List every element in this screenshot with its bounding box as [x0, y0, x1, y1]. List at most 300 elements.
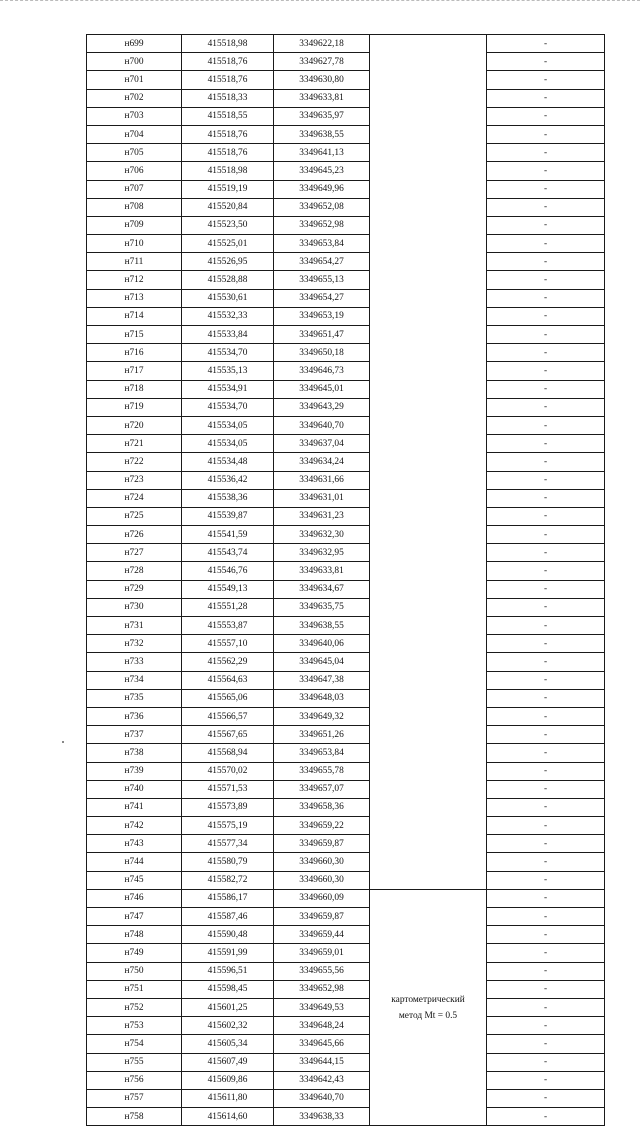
point-name-cell: н752 — [87, 998, 182, 1016]
table-row — [87, 1108, 605, 1126]
x-coordinate-cell: 415602,32 — [182, 1017, 274, 1035]
x-coordinate-cell: 415565,06 — [182, 689, 274, 707]
error-cell: - — [487, 216, 605, 234]
y-coordinate-cell: 3349655,56 — [274, 962, 370, 980]
table-row — [87, 544, 605, 562]
point-name-cell: н704 — [87, 125, 182, 143]
y-coordinate-cell: 3349660,09 — [274, 889, 370, 907]
error-cell: - — [487, 1108, 605, 1126]
point-name-cell: н701 — [87, 71, 182, 89]
table-row — [87, 198, 605, 216]
error-cell: - — [487, 1053, 605, 1071]
y-coordinate-cell: 3349653,19 — [274, 307, 370, 325]
point-name-cell: н705 — [87, 144, 182, 162]
point-name-cell: н757 — [87, 1089, 182, 1107]
y-coordinate-cell: 3349642,43 — [274, 1071, 370, 1089]
point-name-cell: н735 — [87, 689, 182, 707]
point-name-cell: н740 — [87, 780, 182, 798]
table-row — [87, 144, 605, 162]
table-row — [87, 235, 605, 253]
table-row — [87, 562, 605, 580]
x-coordinate-cell: 415518,33 — [182, 89, 274, 107]
x-coordinate-cell: 415532,33 — [182, 307, 274, 325]
x-coordinate-cell: 415609,86 — [182, 1071, 274, 1089]
y-coordinate-cell: 3349653,84 — [274, 744, 370, 762]
y-coordinate-cell: 3349659,22 — [274, 817, 370, 835]
point-name-cell: н722 — [87, 453, 182, 471]
x-coordinate-cell: 415535,13 — [182, 362, 274, 380]
error-cell: - — [487, 980, 605, 998]
error-cell: - — [487, 817, 605, 835]
point-name-cell: н720 — [87, 416, 182, 434]
error-cell: - — [487, 1035, 605, 1053]
x-coordinate-cell: 415528,88 — [182, 271, 274, 289]
x-coordinate-cell: 415566,57 — [182, 707, 274, 725]
y-coordinate-cell: 3349646,73 — [274, 362, 370, 380]
table-row — [87, 380, 605, 398]
y-coordinate-cell: 3349633,81 — [274, 562, 370, 580]
error-cell: - — [487, 489, 605, 507]
x-coordinate-cell: 415533,84 — [182, 326, 274, 344]
x-coordinate-cell: 415539,87 — [182, 507, 274, 525]
x-coordinate-cell: 415582,72 — [182, 871, 274, 889]
x-coordinate-cell: 415607,49 — [182, 1053, 274, 1071]
y-coordinate-cell: 3349643,29 — [274, 398, 370, 416]
x-coordinate-cell: 415518,55 — [182, 107, 274, 125]
page-top-edge — [0, 0, 640, 4]
error-cell: - — [487, 798, 605, 816]
point-name-cell: н732 — [87, 635, 182, 653]
point-name-cell: н723 — [87, 471, 182, 489]
x-coordinate-cell: 415580,79 — [182, 853, 274, 871]
y-coordinate-cell: 3349635,75 — [274, 598, 370, 616]
y-coordinate-cell: 3349635,97 — [274, 107, 370, 125]
point-name-cell: н714 — [87, 307, 182, 325]
table-row — [87, 125, 605, 143]
y-coordinate-cell: 3349622,18 — [274, 35, 370, 53]
x-coordinate-cell: 415605,34 — [182, 1035, 274, 1053]
x-coordinate-cell: 415587,46 — [182, 908, 274, 926]
y-coordinate-cell: 3349638,33 — [274, 1108, 370, 1126]
table-row — [87, 216, 605, 234]
point-name-cell: н707 — [87, 180, 182, 198]
table-row — [87, 780, 605, 798]
error-cell: - — [487, 507, 605, 525]
error-cell: - — [487, 617, 605, 635]
table-row — [87, 998, 605, 1016]
y-coordinate-cell: 3349659,44 — [274, 926, 370, 944]
point-name-cell: н709 — [87, 216, 182, 234]
y-coordinate-cell: 3349657,07 — [274, 780, 370, 798]
y-coordinate-cell: 3349650,18 — [274, 344, 370, 362]
x-coordinate-cell: 415518,98 — [182, 35, 274, 53]
y-coordinate-cell: 3349640,70 — [274, 416, 370, 434]
method-label-line-1: картометрический — [391, 994, 465, 1005]
table-row — [87, 344, 605, 362]
y-coordinate-cell: 3349648,24 — [274, 1017, 370, 1035]
table-row — [87, 416, 605, 434]
point-name-cell: н743 — [87, 835, 182, 853]
point-name-cell: н746 — [87, 889, 182, 907]
y-coordinate-cell: 3349649,53 — [274, 998, 370, 1016]
error-cell: - — [487, 89, 605, 107]
table-row — [87, 1053, 605, 1071]
table-row — [87, 653, 605, 671]
y-coordinate-cell: 3349634,67 — [274, 580, 370, 598]
y-coordinate-cell: 3349638,55 — [274, 125, 370, 143]
x-coordinate-cell: 415518,98 — [182, 162, 274, 180]
point-name-cell: н756 — [87, 1071, 182, 1089]
y-coordinate-cell: 3349655,78 — [274, 762, 370, 780]
table-row — [87, 617, 605, 635]
error-cell: - — [487, 871, 605, 889]
point-name-cell: н731 — [87, 617, 182, 635]
point-name-cell: н736 — [87, 707, 182, 725]
y-coordinate-cell: 3349652,98 — [274, 980, 370, 998]
x-coordinate-cell: 415557,10 — [182, 635, 274, 653]
error-cell: - — [487, 653, 605, 671]
point-name-cell: н734 — [87, 671, 182, 689]
y-coordinate-cell: 3349632,95 — [274, 544, 370, 562]
x-coordinate-cell: 415598,45 — [182, 980, 274, 998]
x-coordinate-cell: 415590,48 — [182, 926, 274, 944]
point-name-cell: н708 — [87, 198, 182, 216]
x-coordinate-cell: 415570,02 — [182, 762, 274, 780]
y-coordinate-cell: 3349659,01 — [274, 944, 370, 962]
table-row — [87, 289, 605, 307]
y-coordinate-cell: 3349647,38 — [274, 671, 370, 689]
point-name-cell: н742 — [87, 817, 182, 835]
table-row — [87, 980, 605, 998]
error-cell: - — [487, 107, 605, 125]
point-name-cell: н733 — [87, 653, 182, 671]
point-name-cell: н724 — [87, 489, 182, 507]
y-coordinate-cell: 3349630,80 — [274, 71, 370, 89]
table-row — [87, 817, 605, 835]
table-row — [87, 162, 605, 180]
error-cell: - — [487, 726, 605, 744]
y-coordinate-cell: 3349651,26 — [274, 726, 370, 744]
x-coordinate-cell: 415571,53 — [182, 780, 274, 798]
table-row — [87, 798, 605, 816]
y-coordinate-cell: 3349654,27 — [274, 253, 370, 271]
point-name-cell: н730 — [87, 598, 182, 616]
x-coordinate-cell: 415596,51 — [182, 962, 274, 980]
x-coordinate-cell: 415534,05 — [182, 435, 274, 453]
y-coordinate-cell: 3349659,87 — [274, 908, 370, 926]
table-row — [87, 580, 605, 598]
y-coordinate-cell: 3349638,55 — [274, 617, 370, 635]
error-cell: - — [487, 289, 605, 307]
x-coordinate-cell: 415523,50 — [182, 216, 274, 234]
x-coordinate-cell: 415534,91 — [182, 380, 274, 398]
x-coordinate-cell: 415518,76 — [182, 71, 274, 89]
table-row — [87, 271, 605, 289]
point-name-cell: н712 — [87, 271, 182, 289]
x-coordinate-cell: 415541,59 — [182, 526, 274, 544]
table-row — [87, 1035, 605, 1053]
point-name-cell: н738 — [87, 744, 182, 762]
x-coordinate-cell: 415534,70 — [182, 344, 274, 362]
y-coordinate-cell: 3349634,24 — [274, 453, 370, 471]
point-name-cell: н706 — [87, 162, 182, 180]
point-name-cell: н750 — [87, 962, 182, 980]
point-name-cell: н725 — [87, 507, 182, 525]
x-coordinate-cell: 415614,60 — [182, 1108, 274, 1126]
error-cell: - — [487, 707, 605, 725]
y-coordinate-cell: 3349649,32 — [274, 707, 370, 725]
point-name-cell: н715 — [87, 326, 182, 344]
y-coordinate-cell: 3349649,96 — [274, 180, 370, 198]
y-coordinate-cell: 3349658,36 — [274, 798, 370, 816]
x-coordinate-cell: 415553,87 — [182, 617, 274, 635]
x-coordinate-cell: 415567,65 — [182, 726, 274, 744]
table-row — [87, 835, 605, 853]
method-cell-group-2 — [370, 889, 487, 1125]
point-name-cell: н749 — [87, 944, 182, 962]
error-cell: - — [487, 380, 605, 398]
error-cell: - — [487, 435, 605, 453]
error-cell: - — [487, 526, 605, 544]
table-row — [87, 908, 605, 926]
point-name-cell: н758 — [87, 1108, 182, 1126]
y-coordinate-cell: 3349633,81 — [274, 89, 370, 107]
y-coordinate-cell: 3349632,30 — [274, 526, 370, 544]
point-name-cell: н719 — [87, 398, 182, 416]
table-row — [87, 507, 605, 525]
point-name-cell: н744 — [87, 853, 182, 871]
x-coordinate-cell: 415526,95 — [182, 253, 274, 271]
y-coordinate-cell: 3349637,04 — [274, 435, 370, 453]
x-coordinate-cell: 415611,80 — [182, 1089, 274, 1107]
table-row — [87, 253, 605, 271]
error-cell: - — [487, 962, 605, 980]
table-row — [87, 526, 605, 544]
error-cell: - — [487, 1071, 605, 1089]
error-cell: - — [487, 271, 605, 289]
table-row — [87, 1089, 605, 1107]
table-row — [87, 926, 605, 944]
y-coordinate-cell: 3349631,23 — [274, 507, 370, 525]
y-coordinate-cell: 3349651,47 — [274, 326, 370, 344]
point-name-cell: н729 — [87, 580, 182, 598]
x-coordinate-cell: 415534,48 — [182, 453, 274, 471]
error-cell: - — [487, 35, 605, 53]
table-row — [87, 635, 605, 653]
error-cell: - — [487, 780, 605, 798]
error-cell: - — [487, 908, 605, 926]
point-name-cell: н739 — [87, 762, 182, 780]
table-row — [87, 35, 605, 53]
x-coordinate-cell: 415543,74 — [182, 544, 274, 562]
error-cell: - — [487, 344, 605, 362]
point-name-cell: н711 — [87, 253, 182, 271]
error-cell: - — [487, 125, 605, 143]
point-name-cell: н737 — [87, 726, 182, 744]
point-name-cell: н703 — [87, 107, 182, 125]
coordinates-sheet — [86, 34, 604, 1126]
x-coordinate-cell: 415530,61 — [182, 289, 274, 307]
y-coordinate-cell: 3349644,15 — [274, 1053, 370, 1071]
point-name-cell: н721 — [87, 435, 182, 453]
y-coordinate-cell: 3349645,23 — [274, 162, 370, 180]
error-cell: - — [487, 71, 605, 89]
table-row — [87, 726, 605, 744]
error-cell: - — [487, 362, 605, 380]
point-name-cell: н726 — [87, 526, 182, 544]
point-name-cell: н702 — [87, 89, 182, 107]
x-coordinate-cell: 415534,05 — [182, 416, 274, 434]
error-cell: - — [487, 598, 605, 616]
y-coordinate-cell: 3349652,98 — [274, 216, 370, 234]
y-coordinate-cell: 3349645,04 — [274, 653, 370, 671]
y-coordinate-cell: 3349652,08 — [274, 198, 370, 216]
x-coordinate-cell: 415601,25 — [182, 998, 274, 1016]
table-row — [87, 853, 605, 871]
error-cell: - — [487, 944, 605, 962]
error-cell: - — [487, 926, 605, 944]
error-cell: - — [487, 580, 605, 598]
error-cell: - — [487, 562, 605, 580]
point-name-cell: н699 — [87, 35, 182, 53]
error-cell: - — [487, 307, 605, 325]
scan-speck — [62, 741, 64, 743]
table-row — [87, 435, 605, 453]
table-row — [87, 307, 605, 325]
error-cell: - — [487, 416, 605, 434]
x-coordinate-cell: 415591,99 — [182, 944, 274, 962]
table-row — [87, 89, 605, 107]
point-name-cell: н754 — [87, 1035, 182, 1053]
error-cell: - — [487, 162, 605, 180]
x-coordinate-cell: 415586,17 — [182, 889, 274, 907]
y-coordinate-cell: 3349655,13 — [274, 271, 370, 289]
point-name-cell: н747 — [87, 908, 182, 926]
x-coordinate-cell: 415549,13 — [182, 580, 274, 598]
point-name-cell: н755 — [87, 1053, 182, 1071]
table-row — [87, 1071, 605, 1089]
x-coordinate-cell: 415525,01 — [182, 235, 274, 253]
y-coordinate-cell: 3349640,06 — [274, 635, 370, 653]
x-coordinate-cell: 415538,36 — [182, 489, 274, 507]
x-coordinate-cell: 415518,76 — [182, 53, 274, 71]
table-row — [87, 362, 605, 380]
table-row — [87, 489, 605, 507]
method-cell-group-1 — [370, 35, 487, 890]
point-name-cell: н710 — [87, 235, 182, 253]
error-cell: - — [487, 1017, 605, 1035]
table-row — [87, 180, 605, 198]
coordinates-table — [86, 34, 605, 1126]
error-cell: - — [487, 544, 605, 562]
y-coordinate-cell: 3349654,27 — [274, 289, 370, 307]
table-row — [87, 944, 605, 962]
table-row — [87, 453, 605, 471]
table-row — [87, 689, 605, 707]
error-cell: - — [487, 398, 605, 416]
y-coordinate-cell: 3349631,66 — [274, 471, 370, 489]
error-cell: - — [487, 144, 605, 162]
error-cell: - — [487, 635, 605, 653]
table-row — [87, 71, 605, 89]
x-coordinate-cell: 415518,76 — [182, 125, 274, 143]
error-cell: - — [487, 253, 605, 271]
y-coordinate-cell: 3349640,70 — [274, 1089, 370, 1107]
point-name-cell: н741 — [87, 798, 182, 816]
x-coordinate-cell: 415520,84 — [182, 198, 274, 216]
x-coordinate-cell: 415551,28 — [182, 598, 274, 616]
error-cell: - — [487, 689, 605, 707]
point-name-cell: н727 — [87, 544, 182, 562]
error-cell: - — [487, 671, 605, 689]
y-coordinate-cell: 3349659,87 — [274, 835, 370, 853]
error-cell: - — [487, 53, 605, 71]
x-coordinate-cell: 415519,19 — [182, 180, 274, 198]
error-cell: - — [487, 744, 605, 762]
point-name-cell: н716 — [87, 344, 182, 362]
point-name-cell: н717 — [87, 362, 182, 380]
error-cell: - — [487, 235, 605, 253]
point-name-cell: н700 — [87, 53, 182, 71]
table-row — [87, 671, 605, 689]
x-coordinate-cell: 415564,63 — [182, 671, 274, 689]
table-row — [87, 707, 605, 725]
table-row — [87, 871, 605, 889]
method-label-line-2: метод Mt = 0.5 — [398, 1010, 458, 1021]
error-cell: - — [487, 762, 605, 780]
point-name-cell: н713 — [87, 289, 182, 307]
table-row — [87, 398, 605, 416]
y-coordinate-cell: 3349648,03 — [274, 689, 370, 707]
error-cell: - — [487, 853, 605, 871]
x-coordinate-cell: 415534,70 — [182, 398, 274, 416]
table-row — [87, 598, 605, 616]
x-coordinate-cell: 415562,29 — [182, 653, 274, 671]
error-cell: - — [487, 453, 605, 471]
y-coordinate-cell: 3349645,01 — [274, 380, 370, 398]
x-coordinate-cell: 415568,94 — [182, 744, 274, 762]
point-name-cell: н753 — [87, 1017, 182, 1035]
point-name-cell: н718 — [87, 380, 182, 398]
error-cell: - — [487, 180, 605, 198]
error-cell: - — [487, 835, 605, 853]
y-coordinate-cell: 3349653,84 — [274, 235, 370, 253]
x-coordinate-cell: 415546,76 — [182, 562, 274, 580]
point-name-cell: н751 — [87, 980, 182, 998]
point-name-cell: н745 — [87, 871, 182, 889]
error-cell: - — [487, 998, 605, 1016]
table-row — [87, 744, 605, 762]
x-coordinate-cell: 415518,76 — [182, 144, 274, 162]
table-row — [87, 962, 605, 980]
table-row — [87, 762, 605, 780]
x-coordinate-cell: 415536,42 — [182, 471, 274, 489]
error-cell: - — [487, 198, 605, 216]
table-row — [87, 1017, 605, 1035]
table-row — [87, 107, 605, 125]
y-coordinate-cell: 3349627,78 — [274, 53, 370, 71]
table-row — [87, 471, 605, 489]
error-cell: - — [487, 471, 605, 489]
error-cell: - — [487, 889, 605, 907]
y-coordinate-cell: 3349641,13 — [274, 144, 370, 162]
point-name-cell: н728 — [87, 562, 182, 580]
error-cell: - — [487, 326, 605, 344]
coordinates-table-body — [87, 35, 605, 1126]
y-coordinate-cell: 3349660,30 — [274, 871, 370, 889]
table-row — [87, 326, 605, 344]
y-coordinate-cell: 3349645,66 — [274, 1035, 370, 1053]
